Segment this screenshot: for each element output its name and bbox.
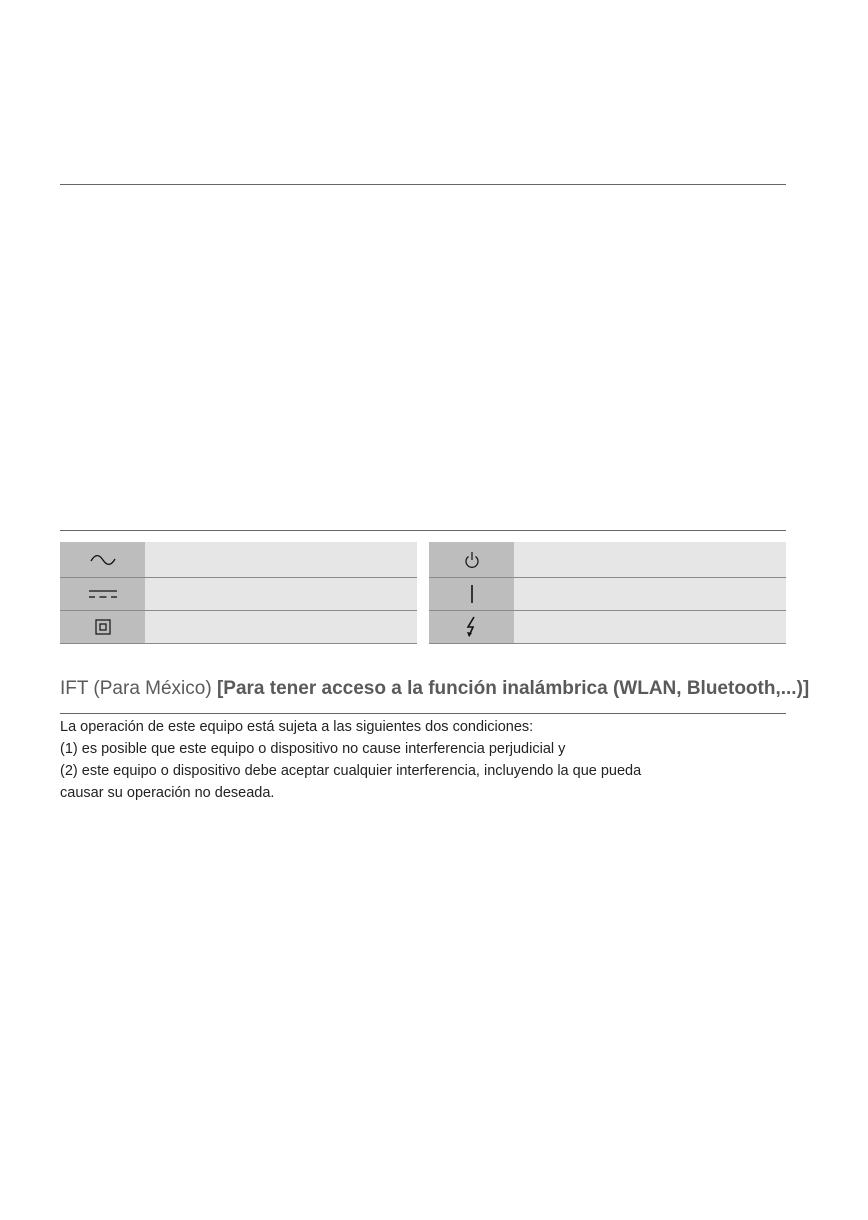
ift-divider — [60, 713, 786, 714]
symbol-description — [514, 611, 786, 643]
class-ii-equipment-icon — [95, 619, 111, 635]
symbol-cell — [60, 578, 145, 610]
ift-line: (2) este equipo o dispositivo debe aceptar cualquier interferencia, incluyendo la que pueda — [60, 763, 642, 779]
dc-current-icon — [88, 589, 118, 599]
table-row — [60, 542, 417, 578]
symbol-description — [514, 578, 786, 610]
symbol-description — [145, 611, 417, 643]
ift-heading — [60, 678, 809, 700]
ift-heading-prefix: IFT (Para México) — [60, 678, 212, 699]
standby-power-icon — [464, 551, 480, 569]
symbol-cell — [60, 542, 145, 577]
symbol-cell — [429, 542, 514, 577]
ift-body — [60, 716, 786, 804]
symbols-table-right — [429, 542, 786, 644]
symbol-description — [145, 542, 417, 577]
symbols-table-left — [60, 542, 417, 644]
dangerous-voltage-icon — [465, 616, 479, 638]
symbol-cell — [429, 578, 514, 610]
symbol-description — [145, 578, 417, 610]
ift-heading-bracket: [Para tener acceso a la función inalámbrica (WLAN, Bluetooth,...)] — [216, 678, 810, 699]
table-row — [429, 542, 786, 578]
power-on-icon — [469, 584, 475, 604]
ift-line: causar su operación no deseada. — [60, 785, 275, 801]
symbol-cell — [429, 611, 514, 643]
table-row — [60, 578, 417, 611]
table-divider — [60, 530, 786, 531]
table-row — [60, 611, 417, 644]
top-divider — [60, 184, 786, 185]
symbol-description — [514, 542, 786, 577]
table-row — [429, 578, 786, 611]
table-row — [429, 611, 786, 644]
symbol-cell — [60, 611, 145, 643]
ift-line: (1) es posible que este equipo o dispositivo no cause interferencia perjudicial y — [60, 741, 566, 757]
ift-line: La operación de este equipo está sujeta a las siguientes dos condiciones: — [60, 719, 534, 735]
ac-current-icon — [90, 554, 116, 566]
